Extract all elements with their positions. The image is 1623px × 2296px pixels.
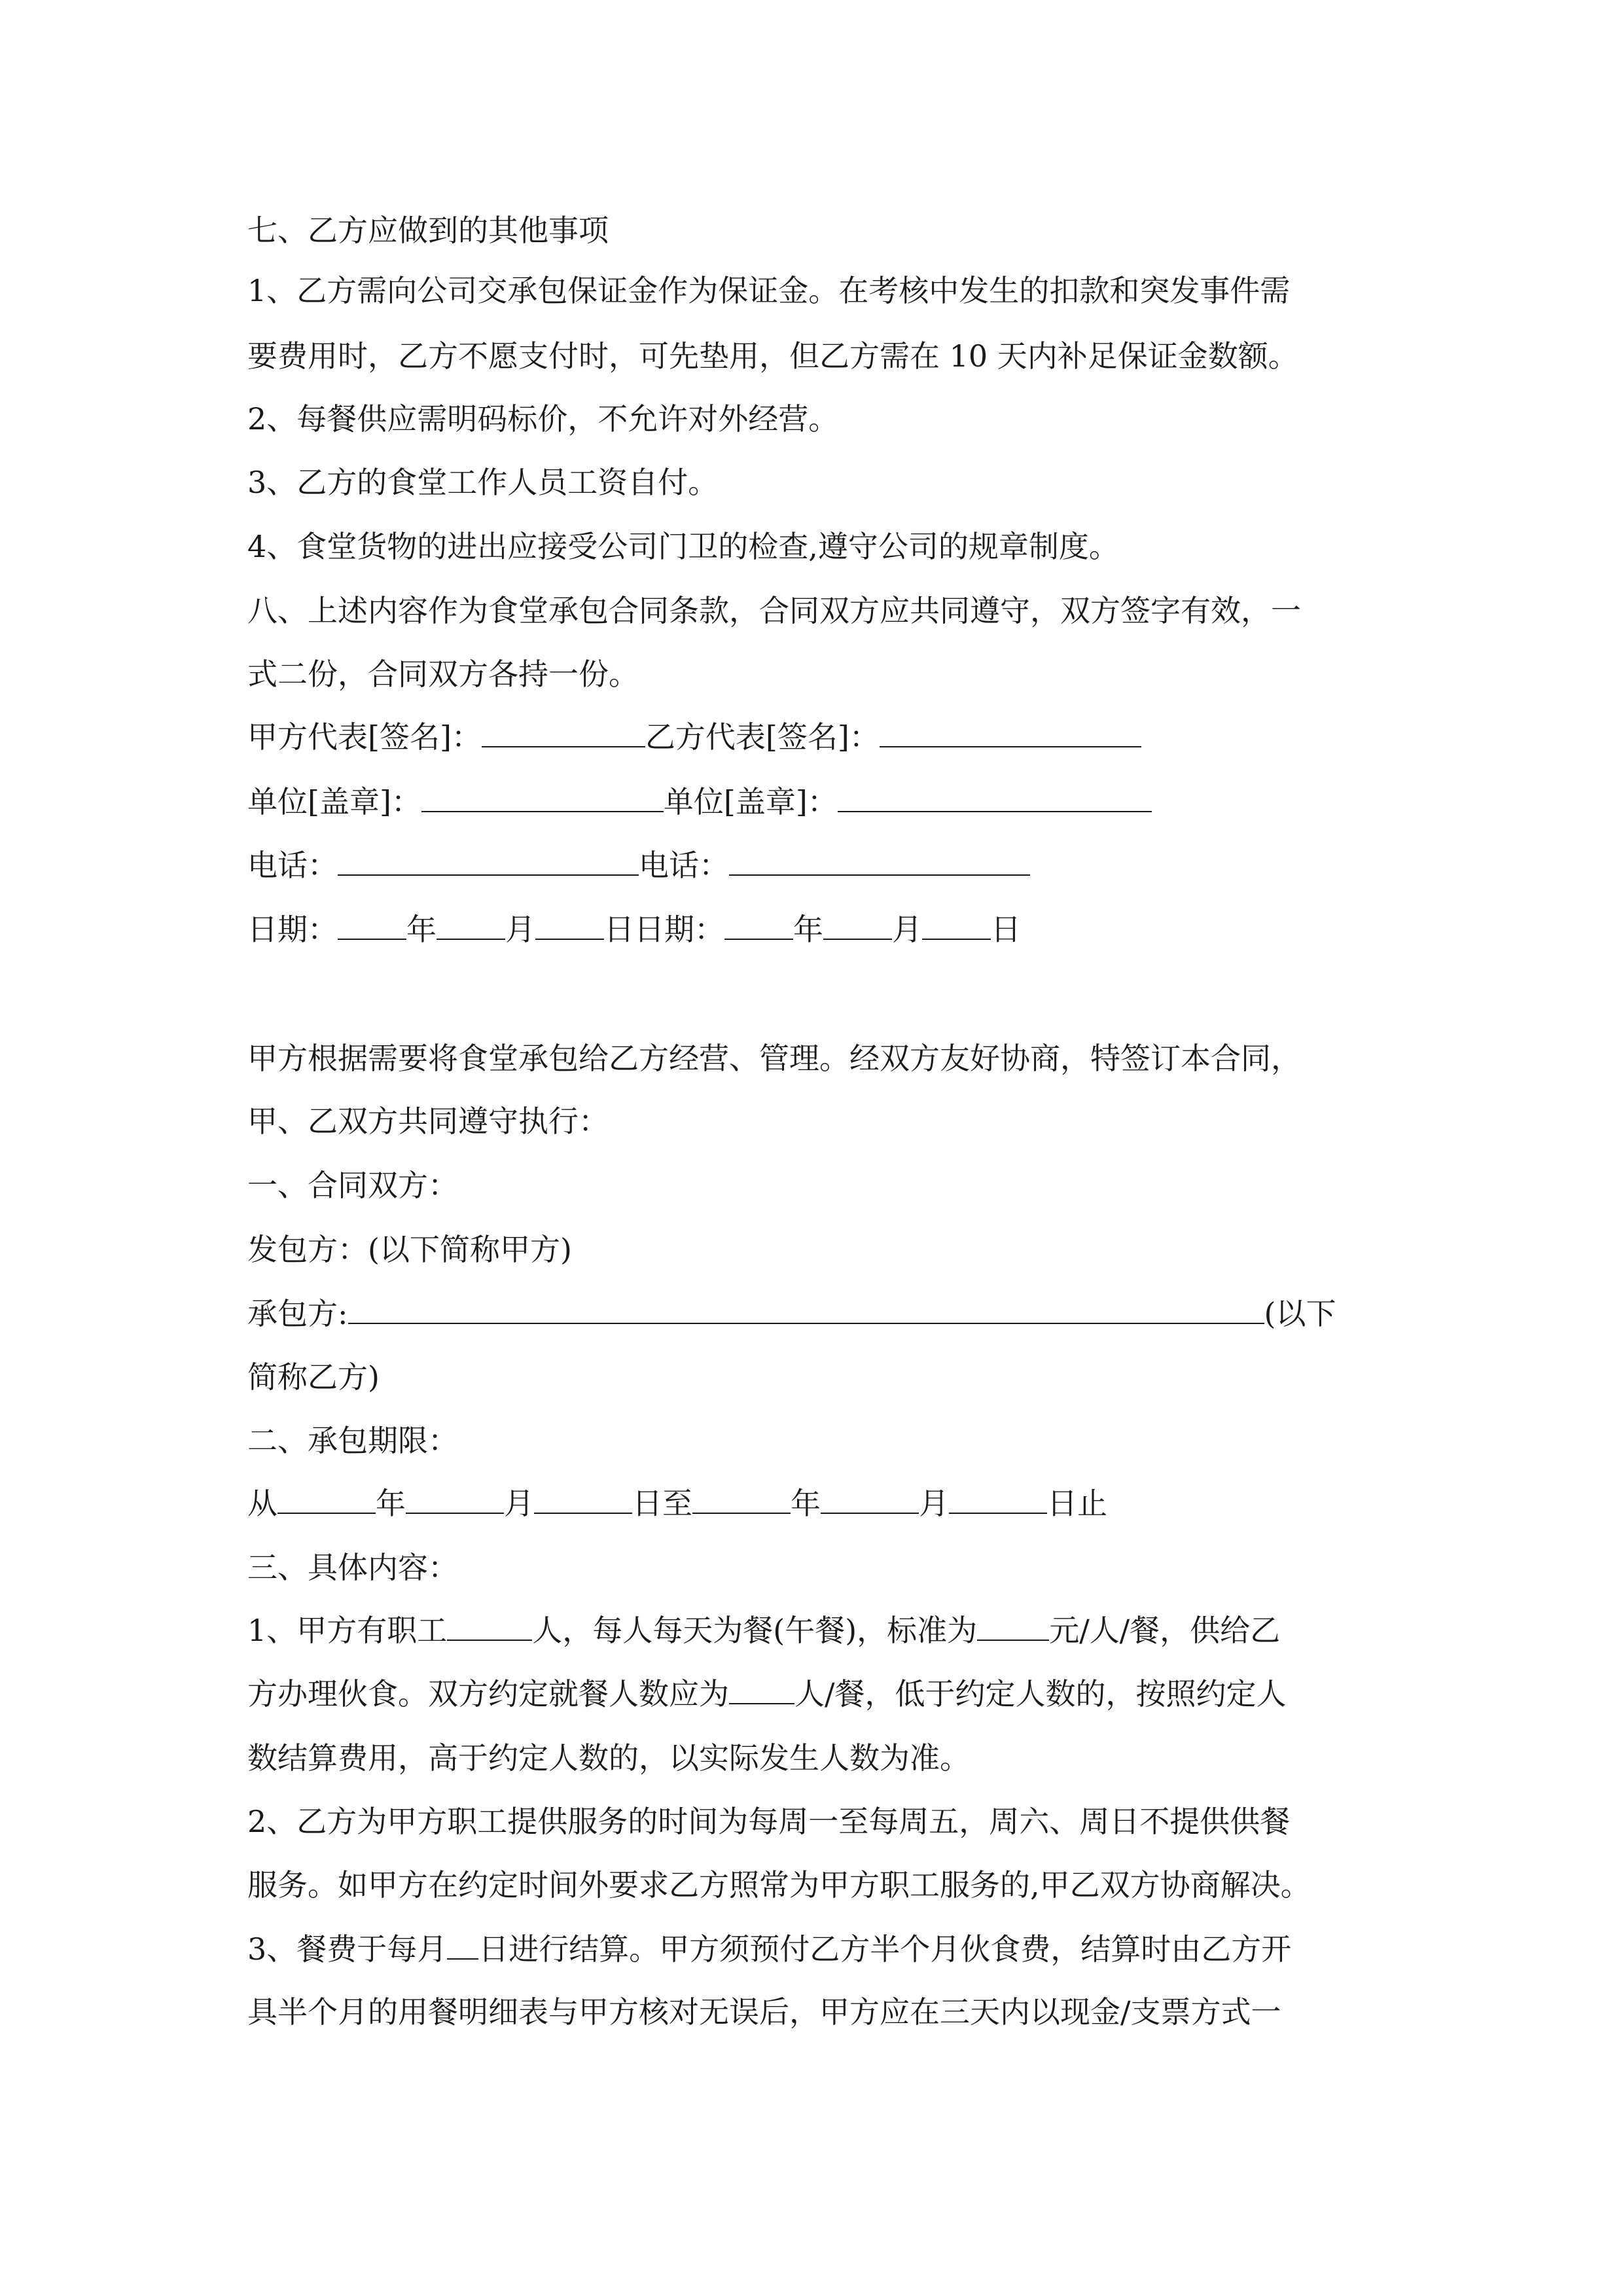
section-1-heading: 一、合同双方： bbox=[247, 1168, 458, 1203]
clause-1-text-e: 人/餐，低于约定人数的，按照约定人 bbox=[794, 1676, 1287, 1712]
clause-3-line-2: 具半个月的用餐明细表与甲方核对无误后，甲方应在三天内以现金/支票方式一 bbox=[247, 1994, 1281, 2030]
contractor-suffix-line-2: 简称乙方) bbox=[247, 1359, 380, 1395]
clause-3-text-b: 日进行结算。甲方须预付乙方半个月伙食费，结算时由乙方开 bbox=[478, 1931, 1292, 1967]
clause-3-line-1 bbox=[247, 1929, 1291, 1969]
date-b-day: 日 bbox=[991, 912, 1021, 947]
section-3-heading: 三、具体内容： bbox=[247, 1550, 458, 1585]
clause-2-line-1: 2、乙方为甲方职工提供服务的时间为每周一至每周五，周六、周日不提供供餐 bbox=[247, 1804, 1291, 1839]
contractor-label: 承包方: bbox=[247, 1296, 348, 1331]
section-7-item-3: 3、乙方的食堂工作人员工资自付。 bbox=[247, 465, 719, 500]
clause-1-text-a: 1、甲方有职工 bbox=[247, 1613, 448, 1648]
phone-b-blank bbox=[729, 846, 1030, 876]
date-b-label: 日期： bbox=[634, 912, 724, 947]
date-a-year: 年 bbox=[406, 912, 437, 947]
diner-count-blank bbox=[729, 1674, 794, 1704]
staff-count-blank bbox=[447, 1611, 532, 1641]
term-end-day-blank bbox=[949, 1484, 1047, 1514]
issuer-line: 发包方：(以下简称甲方) bbox=[247, 1232, 572, 1267]
clause-1-text-d: 方办理伙食。双方约定就餐人数应为 bbox=[247, 1676, 729, 1712]
date-b-month-blank bbox=[823, 910, 892, 940]
date-b-month: 月 bbox=[892, 912, 922, 947]
section-8-line-2: 式二份，合同双方各持一份。 bbox=[247, 656, 639, 692]
party-b-rep-label: 乙方代表[签名]： bbox=[645, 719, 880, 755]
meal-price-blank bbox=[977, 1611, 1049, 1641]
term-row bbox=[247, 1484, 1107, 1523]
phone-a-label: 电话： bbox=[247, 848, 338, 883]
term-start-month-blank bbox=[406, 1484, 504, 1514]
date-b-year-blank bbox=[724, 910, 793, 940]
clause-1-line-2 bbox=[247, 1674, 1287, 1713]
term-start-day-blank bbox=[534, 1484, 632, 1514]
unit-b-blank bbox=[838, 782, 1152, 812]
unit-row bbox=[247, 782, 1152, 821]
date-b-year: 年 bbox=[793, 912, 823, 947]
term-end-year: 年 bbox=[791, 1486, 821, 1521]
party-a-rep-blank bbox=[482, 717, 645, 747]
term-end-year-blank bbox=[692, 1484, 791, 1514]
term-end-month-blank bbox=[821, 1484, 919, 1514]
term-day-end: 日止 bbox=[1047, 1486, 1107, 1521]
date-b-day-blank bbox=[922, 910, 991, 940]
signature-row bbox=[247, 717, 1141, 757]
phone-b-label: 电话： bbox=[639, 848, 729, 883]
phone-row bbox=[247, 846, 1030, 885]
section-7-item-1-line-1: 1、乙方需向公司交承包保证金作为保证金。在考核中发生的扣款和突发事件需 bbox=[247, 273, 1291, 308]
section-2-heading: 二、承包期限： bbox=[247, 1423, 458, 1458]
clause-3-text-a: 3、餐费于每月 bbox=[247, 1931, 448, 1967]
date-a-year-blank bbox=[338, 910, 406, 940]
section-8-line-1: 八、上述内容作为食堂承包合同条款，合同双方应共同遵守，双方签字有效，一 bbox=[247, 593, 1301, 628]
clause-1-line-1 bbox=[247, 1611, 1280, 1650]
party-b-rep-blank bbox=[880, 717, 1141, 747]
term-start-year-blank bbox=[277, 1484, 376, 1514]
phone-a-blank bbox=[338, 846, 639, 876]
date-a-month: 月 bbox=[505, 912, 535, 947]
term-end-month: 月 bbox=[919, 1486, 949, 1521]
date-a-month-blank bbox=[437, 910, 505, 940]
contract-intro-line-1: 甲方根据需要将食堂承包给乙方经营、管理。经双方友好协商，特签订本合同， bbox=[247, 1041, 1301, 1076]
date-row bbox=[247, 910, 1021, 949]
unit-b-label: 单位[盖章]： bbox=[663, 784, 838, 819]
contract-intro-line-2: 甲、乙双方共同遵守执行： bbox=[247, 1103, 609, 1139]
term-from: 从 bbox=[247, 1486, 277, 1521]
section-7-item-2: 2、每餐供应需明码标价，不允许对外经营。 bbox=[247, 401, 839, 437]
section-7-item-1-line-2: 要费用时，乙方不愿支付时，可先垫用，但乙方需在 10 天内补足保证金数额。 bbox=[247, 338, 1298, 374]
clause-1-line-3: 数结算费用，高于约定人数的，以实际发生人数为准。 bbox=[247, 1740, 970, 1776]
clause-1-text-c: 元/人/餐，供给乙 bbox=[1049, 1613, 1281, 1648]
clause-1-text-b: 人，每人每天为餐(午餐)，标准为 bbox=[532, 1613, 978, 1648]
term-start-year: 年 bbox=[376, 1486, 406, 1521]
contractor-suffix: (以下 bbox=[1264, 1296, 1336, 1331]
section-7-heading: 七、乙方应做到的其他事项 bbox=[247, 213, 609, 248]
date-a-label: 日期： bbox=[247, 912, 338, 947]
unit-a-blank bbox=[421, 782, 664, 812]
settlement-day-blank bbox=[447, 1929, 478, 1960]
section-7-item-4: 4、食堂货物的进出应接受公司门卫的检查,遵守公司的规章制度。 bbox=[247, 529, 1119, 564]
contractor-row bbox=[247, 1294, 1336, 1333]
date-a-day-blank bbox=[535, 910, 604, 940]
term-start-month: 月 bbox=[504, 1486, 534, 1521]
contractor-blank bbox=[348, 1294, 1264, 1324]
date-a-day: 日 bbox=[604, 912, 634, 947]
unit-a-label: 单位[盖章]： bbox=[247, 784, 421, 819]
party-a-rep-label: 甲方代表[签名]： bbox=[247, 719, 482, 755]
clause-2-line-2: 服务。如甲方在约定时间外要求乙方照常为甲方职工服务的,甲乙双方协商解决。 bbox=[247, 1867, 1311, 1903]
term-day-to: 日至 bbox=[632, 1486, 692, 1521]
